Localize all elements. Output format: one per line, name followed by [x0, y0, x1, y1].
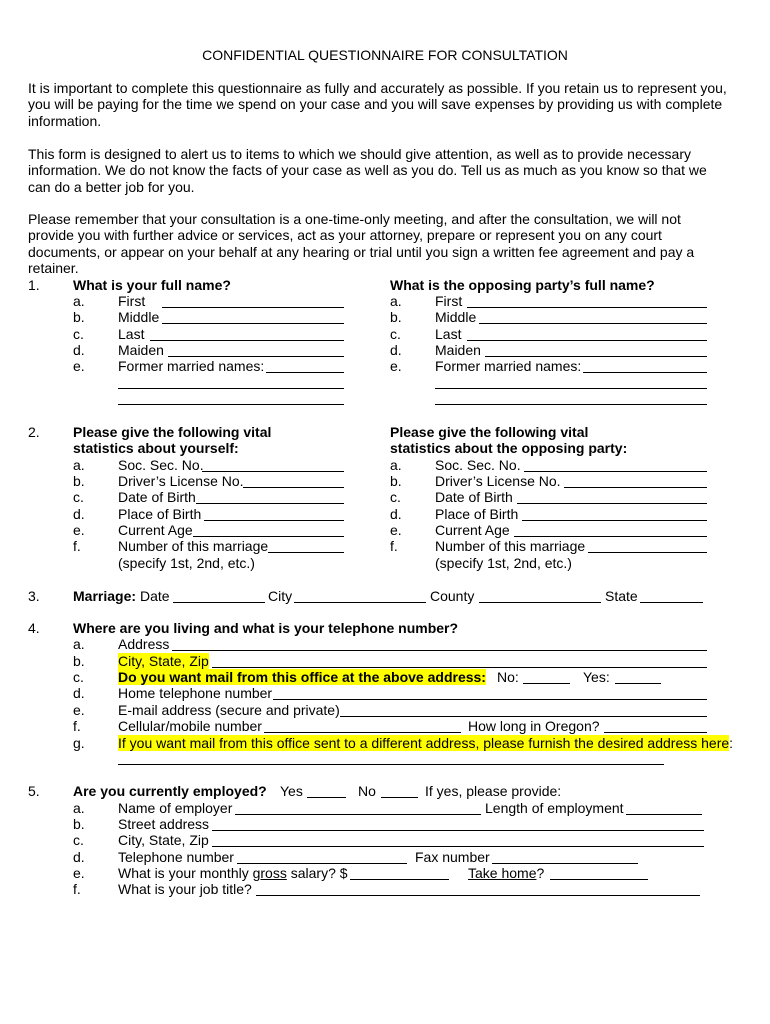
alt-mail-instruction: [118, 735, 733, 751]
field-label-age: Current Age: [435, 522, 510, 538]
item-letter: e.: [390, 522, 402, 538]
marriage-number-note: (specify 1st, 2nd, etc.): [435, 555, 572, 571]
field-label-maiden: Maiden: [435, 342, 481, 358]
former-names-field-line-2[interactable]: [118, 388, 344, 389]
document-title: CONFIDENTIAL QUESTIONNAIRE FOR CONSULTATION: [202, 47, 568, 63]
alt-mail-text: If you want mail from this office sent to a different address, please furnish the desired address here: [118, 735, 730, 751]
item-letter: d.: [73, 506, 85, 522]
field-label-address: Address: [118, 636, 170, 652]
field-label-middle: Middle: [118, 309, 160, 325]
section-question: What is your full name?: [73, 277, 231, 293]
mail-no-field[interactable]: [523, 683, 570, 684]
section-question-opposing: What is the opposing party’s full name?: [390, 277, 655, 293]
field-label-marriage-number: Number of this marriage: [435, 538, 586, 554]
employment-length-field[interactable]: [626, 814, 702, 815]
field-label-fax: Fax number: [415, 849, 490, 865]
opposing-age-field[interactable]: [514, 536, 707, 537]
section-number: 4.: [28, 620, 40, 636]
item-letter: c.: [73, 489, 84, 505]
field-label-job-title: What is your job title?: [118, 881, 252, 897]
field-label-home-phone: Home telephone number: [118, 685, 273, 701]
field-label-salary: [118, 865, 348, 881]
field-label-ssn: Soc. Sec. No.: [435, 457, 521, 473]
city-state-zip-field[interactable]: [212, 667, 707, 668]
field-label-marriage-number: Number of this marriage: [118, 538, 269, 554]
field-label-former-names: Former married names:: [435, 358, 582, 374]
field-label-maiden: Maiden: [118, 342, 164, 358]
pob-field[interactable]: [204, 520, 344, 521]
field-label-middle: Middle: [435, 309, 477, 325]
item-letter: c.: [73, 326, 84, 342]
field-label-pob: Place of Birth: [435, 506, 519, 522]
email-field[interactable]: [340, 716, 707, 717]
dob-field[interactable]: [196, 503, 344, 504]
section-number: 5.: [28, 783, 40, 799]
item-letter: c.: [390, 489, 401, 505]
former-names-field-line-3[interactable]: [118, 404, 344, 405]
mail-preference-question: Do you want mail from this office at the above address:: [118, 669, 486, 685]
opposing-last-name-field[interactable]: [467, 340, 707, 341]
drivers-license-field[interactable]: [243, 487, 344, 488]
field-label-how-long: How long in Oregon?: [468, 718, 600, 734]
field-label-dob: Date of Birth: [118, 489, 196, 505]
salary-text-post: salary? $: [286, 865, 348, 881]
item-letter: d.: [390, 342, 402, 358]
take-home-text: Take home: [468, 865, 537, 881]
field-label-email: E-mail address (secure and private): [118, 702, 340, 718]
maiden-name-field[interactable]: [168, 356, 344, 357]
marriage-number-note: (specify 1st, 2nd, etc.): [118, 555, 255, 571]
item-letter: a.: [73, 293, 85, 309]
marriage-county-field[interactable]: [479, 602, 601, 603]
marriage-date-label: Date: [140, 588, 170, 604]
marriage-city-label: City: [268, 588, 293, 604]
middle-name-field[interactable]: [162, 323, 344, 324]
marriage-date-field[interactable]: [173, 602, 265, 603]
field-label-employment-length: Length of employment: [485, 800, 624, 816]
address-field[interactable]: [172, 650, 707, 651]
take-home-field[interactable]: [550, 879, 648, 880]
field-label-ssn: Soc. Sec. No.: [118, 457, 204, 473]
item-letter: d.: [390, 506, 402, 522]
opposing-former-names-field[interactable]: [583, 372, 707, 373]
mail-yes-label: Yes:: [583, 669, 610, 685]
employer-field[interactable]: [235, 814, 481, 815]
first-name-field[interactable]: [162, 307, 344, 308]
field-label-former-names: Former married names:: [118, 358, 265, 374]
section-question: Are you currently employed?: [73, 783, 267, 799]
opposing-first-name-field[interactable]: [467, 307, 707, 308]
section-question: Please give the following vital: [73, 424, 272, 440]
item-letter: b.: [73, 473, 85, 489]
marriage-number-field[interactable]: [268, 552, 344, 553]
how-long-field[interactable]: [604, 732, 707, 733]
last-name-field[interactable]: [150, 340, 344, 341]
item-letter: e.: [73, 865, 85, 881]
employed-no-label: No: [358, 783, 376, 799]
item-letter: c.: [390, 326, 401, 342]
item-letter: f.: [73, 881, 81, 897]
job-title-field[interactable]: [256, 895, 700, 896]
item-letter: f.: [390, 538, 398, 554]
item-letter: f.: [73, 538, 81, 554]
home-phone-field[interactable]: [273, 699, 707, 700]
section-number: 2.: [28, 424, 40, 440]
item-letter: e.: [73, 358, 85, 374]
alt-mail-colon: :: [729, 735, 734, 751]
field-label-cell: Cellular/mobile number: [118, 718, 262, 734]
intro-paragraph-2: This form is designed to alert us to items to which we should give attention, as well as to provide necessary information. We do not know the facts of your case as well as you do. Tell us as much as you know so that we can do a better job for you.: [28, 146, 707, 195]
marriage-county-label: County: [430, 588, 475, 604]
cell-phone-field[interactable]: [264, 732, 461, 733]
marriage-label: Marriage:: [73, 588, 137, 604]
item-letter: e.: [73, 522, 85, 538]
marriage-state-label: State: [605, 588, 638, 604]
field-label-employer: Name of employer: [118, 800, 233, 816]
alt-mail-address-field[interactable]: [118, 764, 664, 765]
item-letter: b.: [390, 473, 402, 489]
item-letter: d.: [73, 685, 85, 701]
employed-if-yes-label: If yes, please provide:: [425, 783, 562, 799]
item-letter: d.: [73, 849, 85, 865]
section-question: Where are you living and what is your telephone number?: [73, 620, 459, 636]
item-letter: a.: [73, 800, 85, 816]
section-number: 3.: [28, 588, 40, 604]
field-label-last: Last: [435, 326, 462, 342]
section-question-opposing: statistics about the opposing party:: [390, 440, 628, 456]
item-letter: b.: [73, 653, 85, 669]
opposing-maiden-name-field[interactable]: [485, 356, 707, 357]
section-number: 1.: [28, 277, 40, 293]
field-label-first: First: [118, 293, 146, 309]
field-label-first: First: [435, 293, 463, 309]
field-label-drivers-license: Driver’s License No.: [435, 473, 561, 489]
field-label-last: Last: [118, 326, 145, 342]
field-label-take-home: [468, 865, 544, 881]
salary-text-pre: What is your monthly: [118, 865, 253, 881]
item-letter: d.: [73, 342, 85, 358]
item-letter: f.: [73, 718, 81, 734]
intro-paragraph-1: It is important to complete this questionnaire as fully and accurately as possible. If you retain us to represent you, you will be paying for the time we spend on your case and you will save expenses by providing us with complete information.: [28, 80, 727, 129]
intro-paragraph-3: Please remember that your consultation is a one-time-only meeting, and after the consultation, we will not provide you with further advice or services, act as your attorney, prepare or represent you on any court documents, or appear on your behalf at any hearing or trial until you sign a written fee agreement and pay a retainer.: [28, 211, 695, 277]
mail-no-label: No:: [497, 669, 519, 685]
item-letter: e.: [73, 702, 85, 718]
employer-street-field[interactable]: [212, 830, 704, 831]
item-letter: a.: [73, 636, 85, 652]
employed-no-field[interactable]: [381, 797, 418, 798]
item-letter: c.: [73, 832, 84, 848]
field-label-pob: Place of Birth: [118, 506, 202, 522]
field-label-dob: Date of Birth: [435, 489, 513, 505]
age-field[interactable]: [193, 536, 344, 537]
opposing-former-names-field-line-2[interactable]: [435, 388, 707, 389]
salary-gross-text: gross: [252, 865, 287, 881]
salary-field[interactable]: [350, 879, 449, 880]
opposing-dob-field[interactable]: [517, 503, 707, 504]
field-label-employer-city: City, State, Zip: [118, 832, 209, 848]
field-label-employer-phone: Telephone number: [118, 849, 234, 865]
employed-yes-label: Yes: [280, 783, 303, 799]
opposing-pob-field[interactable]: [522, 520, 707, 521]
opposing-ssn-field[interactable]: [524, 471, 707, 472]
field-label-age: Current Age: [118, 522, 193, 538]
employer-city-field[interactable]: [212, 846, 704, 847]
opposing-middle-name-field[interactable]: [479, 323, 707, 324]
section-question-opposing: Please give the following vital: [390, 424, 589, 440]
field-label-street: Street address: [118, 816, 210, 832]
item-letter: g.: [73, 735, 85, 751]
field-label-drivers-license: Driver’s License No.: [118, 473, 244, 489]
item-letter: e.: [390, 358, 402, 374]
opposing-marriage-number-field[interactable]: [588, 552, 707, 553]
item-letter: b.: [73, 816, 85, 832]
employer-fax-field[interactable]: [492, 863, 638, 864]
marriage-city-field[interactable]: [294, 602, 426, 603]
employed-yes-field[interactable]: [307, 797, 346, 798]
take-home-qmark: ?: [536, 865, 545, 881]
opposing-former-names-field-line-3[interactable]: [435, 404, 707, 405]
marriage-state-field[interactable]: [640, 602, 703, 603]
mail-yes-field[interactable]: [615, 683, 661, 684]
item-letter: b.: [73, 309, 85, 325]
item-letter: b.: [390, 309, 402, 325]
item-letter: a.: [390, 457, 402, 473]
field-label-city-state-zip: City, State, Zip: [118, 653, 209, 669]
employer-phone-field[interactable]: [237, 863, 407, 864]
item-letter: c.: [73, 669, 84, 685]
opposing-drivers-license-field[interactable]: [564, 487, 707, 488]
ssn-field[interactable]: [202, 471, 344, 472]
item-letter: a.: [73, 457, 85, 473]
item-letter: a.: [390, 293, 402, 309]
former-names-field[interactable]: [266, 372, 344, 373]
section-question: statistics about yourself:: [73, 440, 239, 456]
